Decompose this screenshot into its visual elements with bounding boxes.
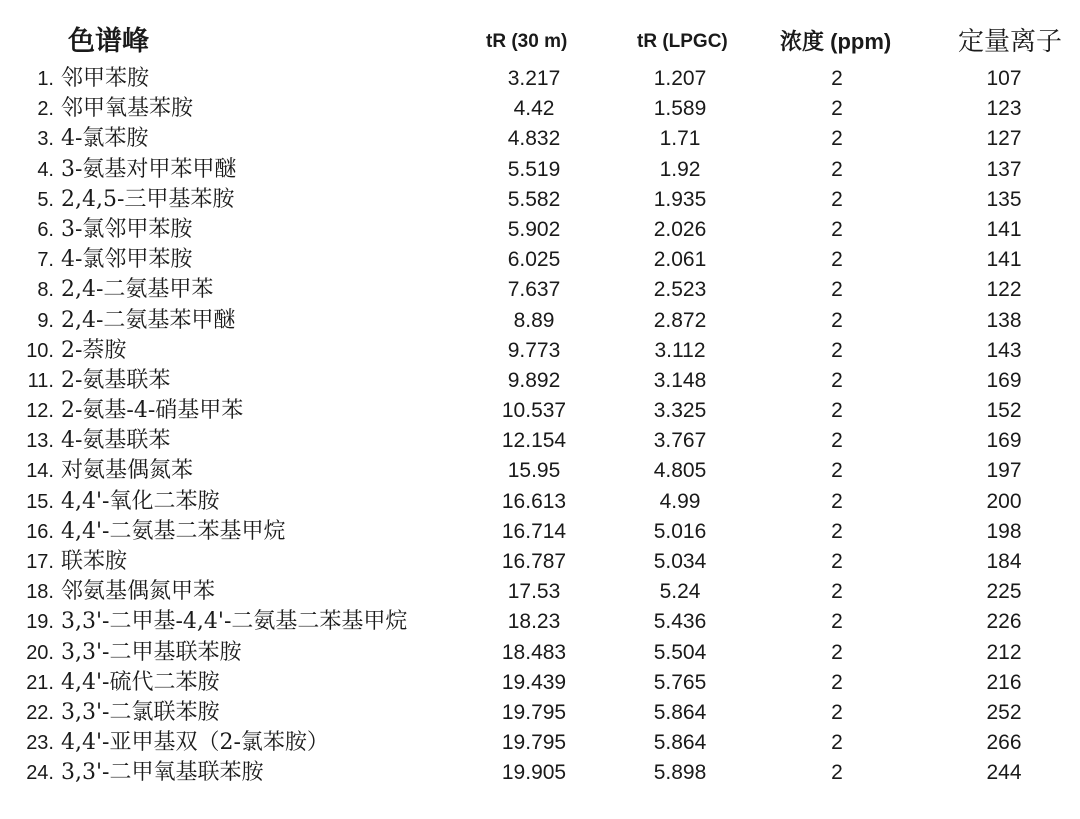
compound-name: 3-氯邻甲苯胺 [61,216,193,242]
retention-time-30m: 19.795 [501,731,567,755]
concentration-value: 2 [831,308,843,332]
retention-time-30m: 18.23 [507,610,561,634]
quant-ion-value: 141 [986,217,1022,241]
table-row [0,155,1080,185]
retention-time-30m: 18.483 [501,640,567,664]
retention-time-lpgc: 4.805 [653,459,707,483]
row-number: 19. [26,611,54,634]
compound-name: 2-氨基-4-硝基甲苯 [61,398,244,424]
retention-time-30m: 8.89 [513,308,555,332]
retention-time-lpgc: 2.026 [653,217,707,241]
retention-time-lpgc: 1.71 [659,127,701,151]
concentration-value: 2 [831,731,843,755]
table-row [0,487,1080,517]
retention-time-lpgc: 1.935 [653,187,707,211]
row-number: 15. [26,490,54,513]
retention-time-30m: 5.582 [507,187,561,211]
table-row [0,124,1080,154]
compound-name: 3,3'-二甲基联苯胺 [61,639,242,665]
row-number: 5. [37,188,54,211]
row-number: 4. [37,158,54,181]
compound-name: 4,4'-硫代二苯胺 [61,669,220,695]
compound-name: 4,4'-氧化二苯胺 [61,488,220,514]
row-number: 22. [26,701,54,724]
table-row [0,64,1080,94]
row-number: 20. [26,641,54,664]
table-row [0,517,1080,547]
quant-ion-value: 143 [986,338,1022,362]
retention-time-30m: 7.637 [507,278,561,302]
concentration-value: 2 [831,700,843,724]
table-row [0,698,1080,728]
table-row [0,638,1080,668]
row-number: 8. [37,279,54,302]
table-row [0,426,1080,456]
retention-time-30m: 6.025 [507,248,561,272]
quant-ion-value: 169 [986,368,1022,392]
concentration-value: 2 [831,550,843,573]
quant-ion-value: 141 [986,248,1022,272]
table-row [0,336,1080,366]
concentration-value: 2 [831,429,843,453]
concentration-value: 2 [831,519,843,543]
retention-time-lpgc: 2.061 [653,248,707,272]
retention-time-30m: 4.42 [513,97,555,121]
quant-ion-value: 225 [986,580,1022,604]
table-row [0,668,1080,698]
compound-name: 2,4-二氨基苯甲醚 [61,307,236,333]
header-retention-30m: tR (30 m) [486,31,568,52]
quant-ion-value: 123 [986,97,1022,121]
quant-ion-value: 137 [986,157,1022,181]
row-number: 11. [27,369,54,392]
retention-time-lpgc: 5.504 [653,640,707,664]
row-number: 18. [26,581,54,604]
compound-name: 4-氯苯胺 [61,126,149,152]
table-row [0,396,1080,426]
header-concentration: 浓度 (ppm) [780,29,892,54]
row-number: 16. [26,520,54,543]
row-number: 1. [37,68,54,90]
concentration-value: 2 [831,459,843,483]
compound-name: 对氨基偶氮苯 [61,458,194,484]
quant-ion-value: 212 [986,640,1022,664]
row-number: 13. [26,430,54,453]
retention-time-30m: 9.773 [507,338,561,362]
retention-time-30m: 17.53 [507,580,561,604]
retention-time-lpgc: 1.589 [653,97,707,121]
concentration-value: 2 [831,338,843,362]
compound-name: 4,4'-二氨基二苯基甲烷 [61,518,286,544]
retention-time-lpgc: 3.148 [653,368,707,392]
retention-time-30m: 12.154 [501,429,567,453]
table-row [0,456,1080,486]
retention-time-lpgc: 5.864 [653,731,707,755]
table-row [0,366,1080,396]
quant-ion-value: 244 [986,761,1022,785]
quant-ion-value: 226 [986,610,1022,634]
concentration-value: 2 [831,217,843,241]
compound-name: 2,4,5-三甲基苯胺 [61,186,235,212]
table-row [0,607,1080,637]
quant-ion-value: 252 [986,700,1022,724]
retention-time-lpgc: 3.112 [654,338,706,362]
quant-ion-value: 152 [986,399,1022,423]
compound-name: 3,3'-二氯联苯胺 [61,699,220,725]
retention-time-30m: 4.832 [507,127,561,151]
quant-ion-value: 216 [986,670,1022,694]
quant-ion-value: 200 [986,489,1022,513]
retention-time-lpgc: 5.898 [653,761,707,785]
compound-name: 3-氨基对甲苯甲醚 [61,156,237,182]
row-number: 9. [37,309,54,332]
retention-time-lpgc: 5.034 [653,550,707,573]
retention-time-30m: 5.902 [507,217,561,241]
retention-time-30m: 3.217 [507,67,561,90]
retention-time-lpgc: 5.765 [653,670,707,694]
retention-time-lpgc: 5.864 [653,700,707,724]
concentration-value: 2 [831,278,843,302]
row-number: 2. [37,98,54,121]
compound-name: 2,4-二氨基甲苯 [61,277,214,303]
retention-time-lpgc: 4.99 [659,489,701,513]
quant-ion-value: 198 [986,519,1022,543]
table-row [0,215,1080,245]
table-row [0,758,1080,788]
retention-time-lpgc: 1.207 [653,67,707,90]
concentration-value: 2 [831,761,843,785]
retention-time-lpgc: 1.92 [659,157,701,181]
concentration-value: 2 [831,187,843,211]
retention-time-lpgc: 5.016 [653,519,707,543]
table-row [0,94,1080,124]
concentration-value: 2 [831,640,843,664]
retention-time-30m: 16.613 [501,489,567,513]
table-row [0,728,1080,758]
row-number: 21. [26,671,54,694]
compound-name: 4,4'-亚甲基双（2-氯苯胺） [61,730,329,756]
quant-ion-value: 266 [986,731,1022,755]
compound-name: 4-氯邻甲苯胺 [61,247,193,273]
table-body [0,64,1080,789]
compound-name: 邻甲氧基苯胺 [61,96,194,122]
retention-time-30m: 16.714 [501,519,567,543]
table-row [0,306,1080,336]
row-number: 14. [26,460,54,483]
header-quant-ion: 定量离子 [958,27,1063,57]
quant-ion-value: 135 [986,187,1022,211]
retention-time-30m: 19.795 [501,700,567,724]
retention-time-lpgc: 2.523 [653,278,707,302]
table-row [0,185,1080,215]
table-row [0,245,1080,275]
concentration-value: 2 [831,157,843,181]
compound-name: 3,3'-二甲氧基联苯胺 [61,760,264,786]
row-number: 3. [37,128,54,151]
quant-ion-value: 184 [986,550,1022,573]
header-retention-lpgc: tR (LPGC) [637,31,728,52]
compound-name: 邻氨基偶氮甲苯 [61,579,216,605]
row-number: 23. [26,732,54,755]
concentration-value: 2 [831,127,843,151]
row-number: 7. [37,249,54,272]
row-number: 6. [37,218,54,241]
retention-time-lpgc: 5.436 [653,610,707,634]
header-peak: 色谱峰 [68,26,149,57]
quant-ion-value: 127 [986,127,1022,151]
quant-ion-value: 122 [986,278,1022,302]
quant-ion-value: 138 [986,308,1022,332]
compound-name: 联苯胺 [61,549,128,574]
concentration-value: 2 [831,580,843,604]
concentration-value: 2 [831,368,843,392]
retention-time-30m: 15.95 [507,459,561,483]
compound-name: 4-氨基联苯 [61,428,171,454]
retention-time-30m: 19.439 [501,670,567,694]
quant-ion-value: 107 [986,67,1022,90]
row-number: 12. [26,400,54,423]
concentration-value: 2 [831,399,843,423]
concentration-value: 2 [831,489,843,513]
retention-time-lpgc: 3.325 [653,399,707,423]
compound-name: 2-萘胺 [61,337,127,363]
compound-name: 邻甲苯胺 [61,66,150,91]
retention-time-lpgc: 5.24 [659,580,701,604]
concentration-value: 2 [831,97,843,121]
quant-ion-value: 197 [986,459,1022,483]
retention-time-30m: 16.787 [501,550,567,573]
table-row [0,275,1080,305]
concentration-value: 2 [831,670,843,694]
concentration-value: 2 [831,67,843,90]
retention-time-lpgc: 3.767 [653,429,707,453]
retention-time-30m: 5.519 [507,157,561,181]
compound-name: 2-氨基联苯 [61,367,171,393]
quant-ion-value: 169 [986,429,1022,453]
row-number: 17. [26,551,54,573]
compound-name: 3,3'-二甲基-4,4'-二氨基二苯基甲烷 [61,609,408,635]
table-row [0,547,1080,577]
row-number: 10. [26,339,54,362]
table-row [0,577,1080,607]
retention-time-30m: 10.537 [501,399,567,423]
concentration-value: 2 [831,248,843,272]
retention-time-lpgc: 2.872 [653,308,707,332]
retention-time-30m: 19.905 [501,761,567,785]
table-header [0,22,1080,62]
concentration-value: 2 [831,610,843,634]
row-number: 24. [26,762,54,785]
retention-time-30m: 9.892 [507,368,561,392]
